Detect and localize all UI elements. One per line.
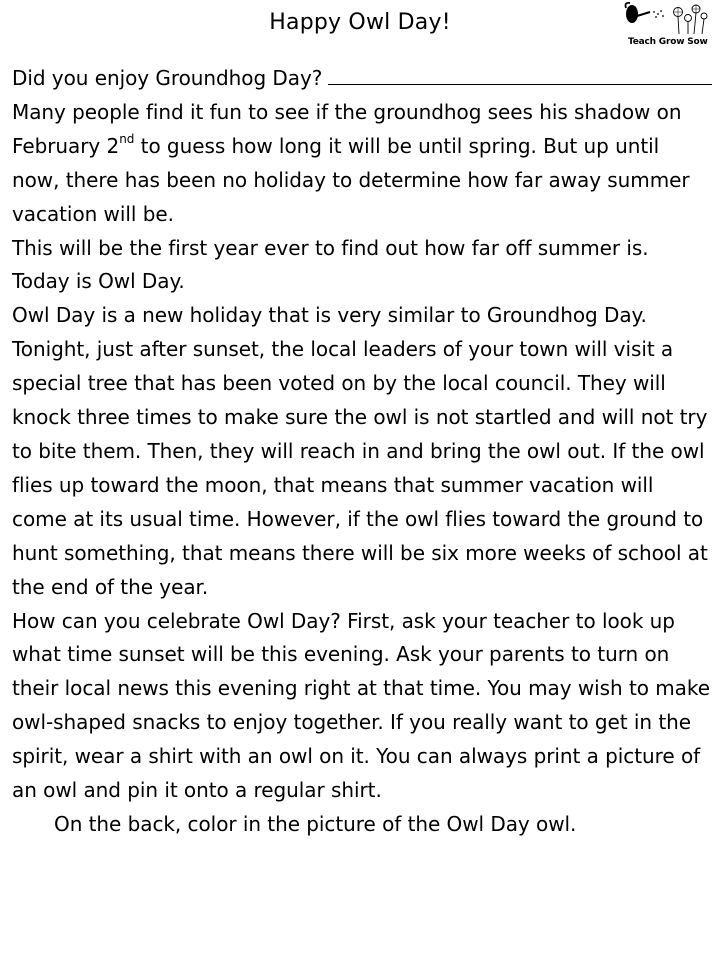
page-title: Happy Owl Day! (269, 10, 451, 35)
paragraph-4: How can you celebrate Owl Day? First, ask your teacher to look up what time sunset will be this evening. Ask your parents to turn on their local news this evening right at that time. You may wish to make owl-shaped snacks to enjoy together. If you really want to get in the spirit, wear a shirt with an owl on it. You can always print a picture of an owl and pin it onto a regular shirt. (12, 608, 710, 803)
question-text: Did you enjoy Groundhog Day? (12, 66, 323, 90)
watering-can-dandelion-icon (616, 0, 720, 40)
paragraph-1 (12, 96, 712, 232)
question-line (12, 62, 712, 96)
paragraph-2: This will be the first year ever to find out how far off summer is. Today is Owl Day. (12, 235, 649, 294)
paragraph-1-start: Many people find it fun to see if the groundhog sees his shadow on February 2 (12, 99, 682, 158)
reading-passage (12, 62, 712, 842)
paragraph-1-end: to guess how long it will be until spring. But up until now, there has been no holiday to determine how far away summer vacation will be. (12, 133, 690, 226)
logo-text: Teach Grow Sow (628, 37, 708, 47)
teach-grow-sow-logo (616, 0, 720, 54)
ordinal-suffix: nd (119, 132, 135, 147)
closing-instruction: On the back, color in the picture of the Owl Day owl. (54, 811, 577, 836)
paragraph-3: Owl Day is a new holiday that is very similar to Groundhog Day. Tonight, just after sunset, the local leaders of your town will visit a special tree that has been voted on by the local council. They will knock three times to make sure the owl is not startled and will not try to bite them. Then, they will reach in and bring the owl out. If the owl flies up toward the moon, that means that summer vacation will come at its usual time. However, if the owl flies toward the ground to hunt something, that means there will be six more weeks of school at the end of the year. (12, 303, 708, 599)
answer-blank[interactable] (328, 62, 712, 85)
